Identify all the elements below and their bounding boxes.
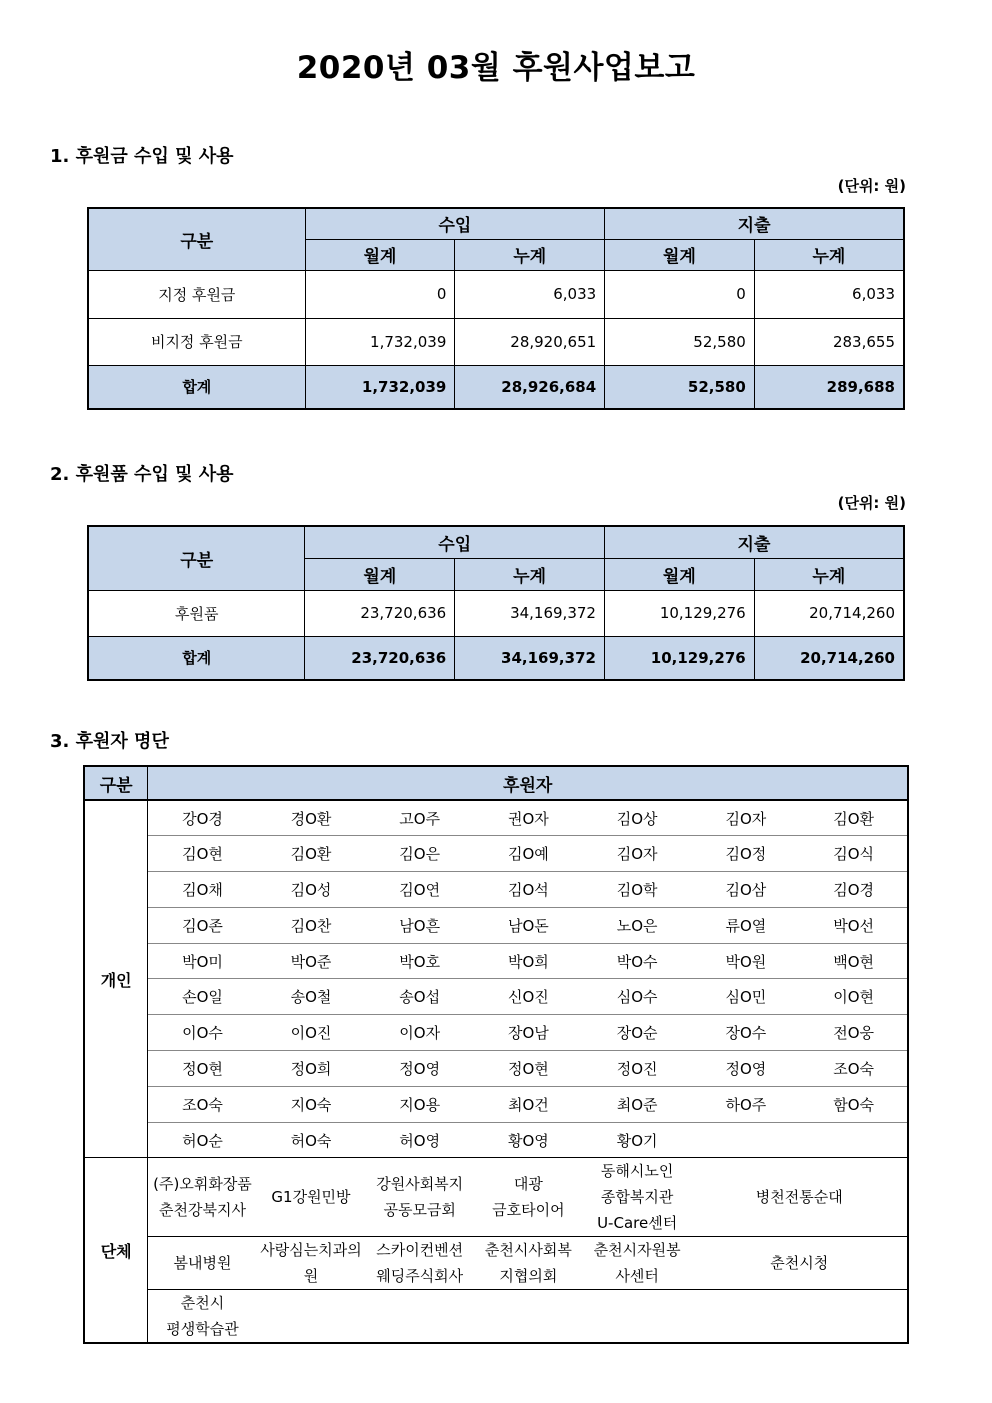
donor-row (84, 1122, 908, 1158)
unit-label-money: (단위: 원) (837, 177, 906, 195)
donor-name: 하O주 (692, 1086, 801, 1122)
donor-organization: 대광 금호타이어 (474, 1158, 583, 1237)
money-table (87, 207, 905, 410)
section-heading-goods: 2. 후원품 수입 및 사용 (50, 464, 234, 485)
donor-name: 정O영 (692, 1051, 801, 1087)
donor-name: 김O석 (474, 872, 583, 908)
donor-group-row (84, 1158, 908, 1237)
cell-value: 1,732,039 (305, 365, 455, 409)
donor-name: 김O연 (365, 872, 474, 908)
donor-name: 박O수 (583, 943, 692, 979)
cell-value: 6,033 (754, 270, 904, 318)
donor-organization (365, 1290, 474, 1344)
header-cumulative: 누계 (455, 558, 605, 590)
table-row-total (88, 365, 904, 409)
donor-name: 박O미 (148, 943, 257, 979)
donor-name: 함O숙 (800, 1086, 908, 1122)
donor-name: 박O선 (800, 907, 908, 943)
donor-row (84, 1051, 908, 1087)
header-income: 수입 (305, 208, 605, 239)
donor-name: 김O환 (257, 836, 366, 872)
donor-name: 박O준 (257, 943, 366, 979)
donor-name: 신O진 (474, 979, 583, 1015)
donor-name (692, 1122, 801, 1158)
donor-name: 이O수 (148, 1015, 257, 1051)
donor-name: 김O성 (257, 872, 366, 908)
donor-name: 송O철 (257, 979, 366, 1015)
donor-name: 김O상 (583, 800, 692, 836)
donor-name: 심O수 (583, 979, 692, 1015)
cell-value: 1,732,039 (305, 318, 455, 365)
section-heading-donors: 3. 후원자 명단 (50, 731, 169, 752)
cell-value: 0 (305, 270, 455, 318)
donor-name: 송O섭 (365, 979, 474, 1015)
donor-name: 김O현 (148, 836, 257, 872)
header-monthly: 월계 (604, 558, 754, 590)
cell-value: 20,714,260 (754, 636, 904, 680)
donor-row (84, 943, 908, 979)
unit-label-goods: (단위: 원) (837, 494, 906, 512)
donor-name: 김O학 (583, 872, 692, 908)
donor-name: 장O남 (474, 1015, 583, 1051)
cell-value: 0 (605, 270, 755, 318)
page-title: 2020년 03월 후원사업보고 (296, 50, 696, 86)
donor-organization: 동해시노인 종합복지관 U-Care센터 (583, 1158, 692, 1237)
donor-name: 박O원 (692, 943, 801, 979)
category-individual: 개인 (84, 800, 148, 1158)
donor-name: 김O은 (365, 836, 474, 872)
table-row-total (88, 636, 904, 680)
donor-row (84, 979, 908, 1015)
donor-name: 박O호 (365, 943, 474, 979)
donor-organization (583, 1290, 692, 1344)
donor-row (84, 1015, 908, 1051)
donor-name: 장O수 (692, 1015, 801, 1051)
cell-value: 52,580 (605, 318, 755, 365)
donor-row (84, 1086, 908, 1122)
donor-row (84, 800, 908, 836)
donor-name: 강O경 (148, 800, 257, 836)
donor-name: 김O삼 (692, 872, 801, 908)
cell-value: 6,033 (455, 270, 605, 318)
donor-name: 정O현 (148, 1051, 257, 1087)
donor-row (84, 872, 908, 908)
header-category: 구분 (84, 766, 148, 800)
row-label: 후원품 (88, 590, 305, 636)
cell-value: 34,169,372 (455, 636, 605, 680)
donor-name: 남O돈 (474, 907, 583, 943)
donor-organization (474, 1290, 583, 1344)
donor-name: 정O진 (583, 1051, 692, 1087)
goods-table (87, 525, 905, 681)
donor-name: 이O현 (800, 979, 908, 1015)
donor-name: 박O희 (474, 943, 583, 979)
cell-value: 10,129,276 (604, 590, 754, 636)
header-cumulative: 누계 (754, 239, 904, 270)
donor-name: 황O기 (583, 1122, 692, 1158)
donor-organization: 사랑심는치과의 원 (257, 1237, 366, 1290)
header-monthly: 월계 (305, 558, 455, 590)
header-expense: 지출 (605, 208, 904, 239)
donor-table (83, 765, 909, 1344)
donor-name: 장O순 (583, 1015, 692, 1051)
donor-name: 남O흔 (365, 907, 474, 943)
donor-name: 김O환 (800, 800, 908, 836)
donor-name: 류O열 (692, 907, 801, 943)
donor-name: 정O현 (474, 1051, 583, 1087)
donor-name: 전O웅 (800, 1015, 908, 1051)
donor-name: 김O자 (692, 800, 801, 836)
donor-name: 허O순 (148, 1122, 257, 1158)
table-row (88, 270, 904, 318)
donor-organization: G1강원민방 (257, 1158, 366, 1237)
header-expense: 지출 (604, 526, 904, 558)
donor-organization: (주)오휘화장품 춘천강북지사 (148, 1158, 257, 1237)
donor-name: 지O용 (365, 1086, 474, 1122)
donor-name: 최O건 (474, 1086, 583, 1122)
donor-name: 김O예 (474, 836, 583, 872)
donor-organization: 봄내병원 (148, 1237, 257, 1290)
header-donor: 후원자 (148, 766, 908, 800)
donor-name: 정O희 (257, 1051, 366, 1087)
header-monthly: 월계 (605, 239, 755, 270)
donor-name: 김O채 (148, 872, 257, 908)
donor-group-row (84, 1237, 908, 1290)
donor-name: 고O주 (365, 800, 474, 836)
donor-name: 심O민 (692, 979, 801, 1015)
donor-name: 경O환 (257, 800, 366, 836)
donor-name: 김O존 (148, 907, 257, 943)
table-row (88, 318, 904, 365)
header-income: 수입 (305, 526, 605, 558)
donor-organization: 스카이컨벤션 웨딩주식회사 (365, 1237, 474, 1290)
header-monthly: 월계 (305, 239, 455, 270)
donor-organization: 춘천시 평생학습관 (166, 1294, 239, 1339)
donor-name: 김O경 (800, 872, 908, 908)
cell-value: 289,688 (754, 365, 904, 409)
donor-organization: 춘천시청 (692, 1237, 908, 1290)
donor-name: 노O은 (583, 907, 692, 943)
cell-value: 283,655 (754, 318, 904, 365)
donor-name: 김O자 (583, 836, 692, 872)
section-heading-money: 1. 후원금 수입 및 사용 (50, 146, 234, 167)
donor-name: 최O준 (583, 1086, 692, 1122)
donor-name: 허O영 (365, 1122, 474, 1158)
donor-name (800, 1122, 908, 1158)
header-category: 구분 (88, 208, 305, 270)
donor-organization: 춘천시자원봉 사센터 (583, 1237, 692, 1290)
donor-name: 김O찬 (257, 907, 366, 943)
cell-value: 20,714,260 (754, 590, 904, 636)
cell-value: 10,129,276 (604, 636, 754, 680)
donor-name: 이O진 (257, 1015, 366, 1051)
donor-row (84, 836, 908, 872)
row-label: 지정 후원금 (88, 270, 305, 318)
donor-organization (257, 1290, 366, 1344)
row-label: 합계 (88, 365, 305, 409)
header-category: 구분 (88, 526, 305, 590)
donor-name: 지O숙 (257, 1086, 366, 1122)
table-row (88, 590, 904, 636)
donor-organization (692, 1290, 908, 1344)
header-cumulative: 누계 (754, 558, 904, 590)
donor-name: 정O영 (365, 1051, 474, 1087)
donor-name: 황O영 (474, 1122, 583, 1158)
row-label: 합계 (88, 636, 305, 680)
donor-organization: 병천전통순대 (692, 1158, 908, 1237)
donor-name: 조O숙 (800, 1051, 908, 1087)
donor-row (84, 907, 908, 943)
donor-organization: 강원사회복지 공동모금회 (365, 1158, 474, 1237)
donor-name: 백O현 (800, 943, 908, 979)
cell-value: 23,720,636 (305, 590, 455, 636)
row-label: 비지정 후원금 (88, 318, 305, 365)
cell-value: 52,580 (605, 365, 755, 409)
cell-value: 28,920,651 (455, 318, 605, 365)
donor-name: 김O식 (800, 836, 908, 872)
donor-name: 김O정 (692, 836, 801, 872)
donor-name: 조O숙 (148, 1086, 257, 1122)
donor-name: 허O숙 (257, 1122, 366, 1158)
donor-group-row (84, 1290, 908, 1344)
header-cumulative: 누계 (455, 239, 605, 270)
cell-value: 23,720,636 (305, 636, 455, 680)
category-group: 단체 (84, 1158, 148, 1344)
donor-organization: 춘천시사회복 지협의회 (474, 1237, 583, 1290)
donor-name: 이O자 (365, 1015, 474, 1051)
cell-value: 28,926,684 (455, 365, 605, 409)
cell-value: 34,169,372 (455, 590, 605, 636)
donor-name: 권O자 (474, 800, 583, 836)
donor-name: 손O일 (148, 979, 257, 1015)
